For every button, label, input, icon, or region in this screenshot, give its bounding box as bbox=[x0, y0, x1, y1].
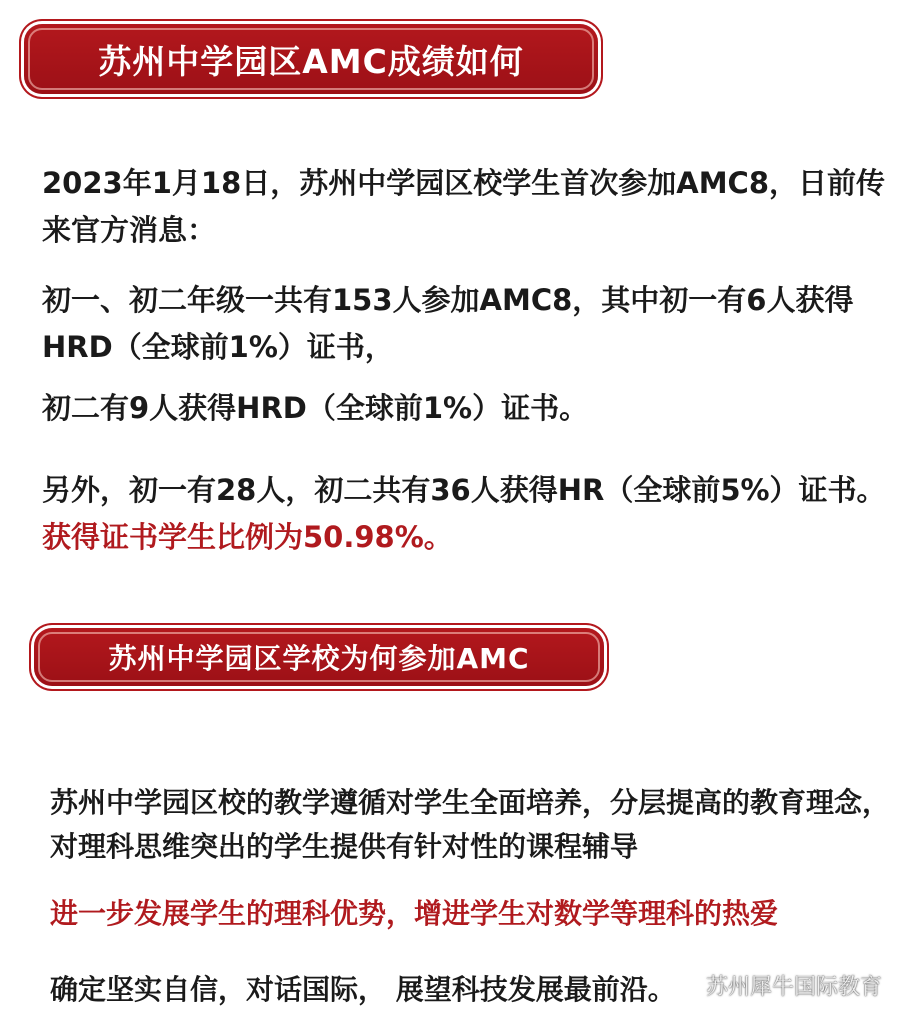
watermark bbox=[676, 970, 882, 1001]
paragraph-intro: 2023年1月18日，苏州中学园区校学生首次参加AMC8，日前传来官方消息： bbox=[42, 166, 886, 247]
paragraph-grade-results: 初一、初二年级一共有153人参加AMC8，其中初一有6人获得HRD（全球前1%）证书， bbox=[42, 283, 854, 364]
banner-title: 苏州中学园区学校为何参加AMC bbox=[108, 642, 530, 675]
hr-results-text: 另外，初一有28人，初二共有36人获得HR（全球前5%）证书。 bbox=[42, 473, 886, 507]
paragraph-hr-results bbox=[42, 467, 902, 561]
wechat-icon bbox=[676, 975, 702, 997]
paragraph-grade2-hrd: 初二有9人获得HRD（全球前1%）证书。 bbox=[42, 391, 589, 425]
banner-title: 苏州中学园区AMC成绩如何 bbox=[98, 41, 524, 81]
paragraph-international: 确定坚实自信，对话国际， 展望科技发展最前沿。 bbox=[50, 973, 676, 1006]
certificate-ratio-highlight: 获得证书学生比例为50.98%。 bbox=[42, 520, 453, 554]
watermark-text: 苏州犀牛国际教育 bbox=[706, 975, 883, 1000]
paragraph-science-strength: 进一步发展学生的理科优势，增进学生对数学等理科的热爱 bbox=[50, 897, 779, 930]
section-banner-why-amc bbox=[34, 628, 604, 686]
paragraph-teaching-philosophy: 苏州中学园区校的教学遵循对学生全面培养，分层提高的教育理念，对理科思维突出的学生提供有针对性的课程辅导 bbox=[50, 786, 891, 863]
section-banner-amc-results bbox=[24, 24, 598, 94]
